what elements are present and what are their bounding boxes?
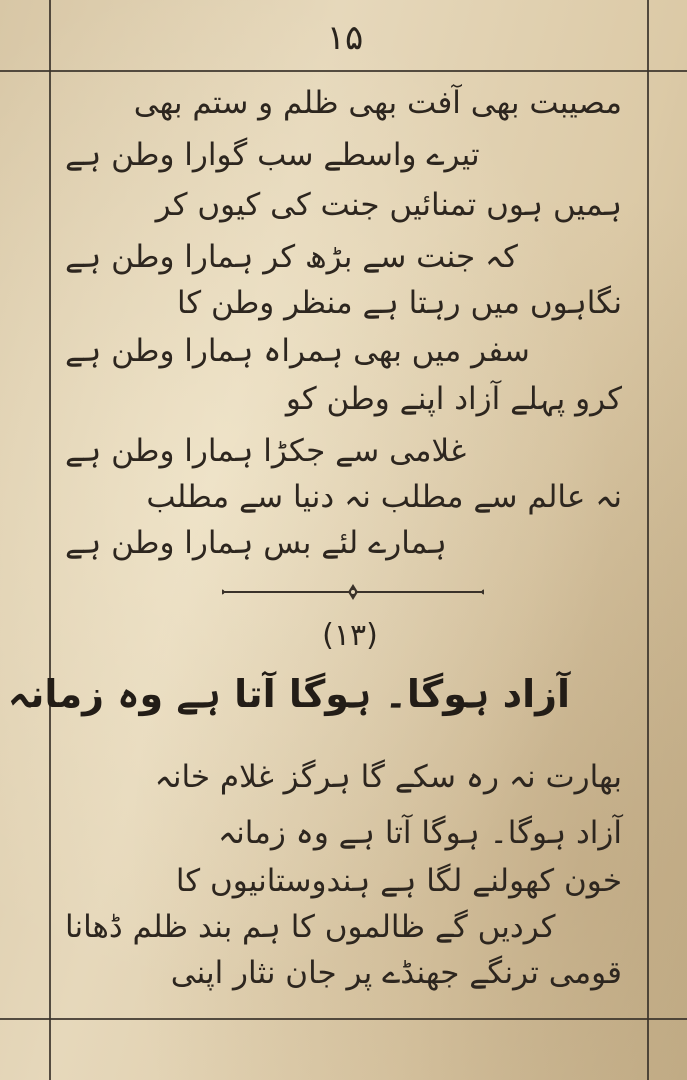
poem-line: غلامی سے جکڑا ہمارا وطن ہے xyxy=(65,433,467,469)
poem-line: نہ عالم سے مطلب نہ دنیا سے مطلب xyxy=(146,479,622,515)
ornamental-divider xyxy=(222,582,484,602)
page-number: ۱۵ xyxy=(326,18,364,58)
poem-line: کردیں گے ظالموں کا ہم بند ظلم ڈھانا xyxy=(65,909,556,945)
poem-line: ہمیں ہوں تمنائیں جنت کی کیوں کر xyxy=(155,187,622,223)
poem-line: مصیبت بھی آفت بھی ظلم و ستم بھی xyxy=(133,85,622,121)
left-rule xyxy=(49,0,51,1080)
poem-line: آزاد ہوگا۔ ہوگا آتا ہے وہ زمانہ xyxy=(217,815,622,851)
poem-number: (۱۳) xyxy=(322,618,378,653)
poem-line: ہمارے لئے بس ہمارا وطن ہے xyxy=(65,525,447,561)
bottom-rule xyxy=(0,1018,687,1020)
poem-line: خون کھولنے لگا ہے ہندوستانیوں کا xyxy=(175,863,622,899)
poem-line: سفر میں بھی ہمراہ ہمارا وطن ہے xyxy=(65,333,530,369)
poem-line: تیرے واسطے سب گوارا وطن ہے xyxy=(65,137,480,173)
top-rule xyxy=(0,70,687,72)
poem-line: نگاہوں میں رہتا ہے منظر وطن کا xyxy=(176,285,622,321)
right-rule xyxy=(647,0,649,1080)
poem-title: آزاد ہوگا۔ ہوگا آتا ہے وہ زمانہ xyxy=(7,672,570,716)
poem-line: کرو پہلے آزاد اپنے وطن کو xyxy=(285,381,622,417)
poem-line: قومی ترنگے جھنڈے پر جان نثار اپنی xyxy=(170,955,622,991)
poem-line: بھارت نہ رہ سکے گا ہرگز غلام خانہ xyxy=(154,759,622,795)
poem-line: کہ جنت سے بڑھ کر ہمارا وطن ہے xyxy=(65,239,518,275)
